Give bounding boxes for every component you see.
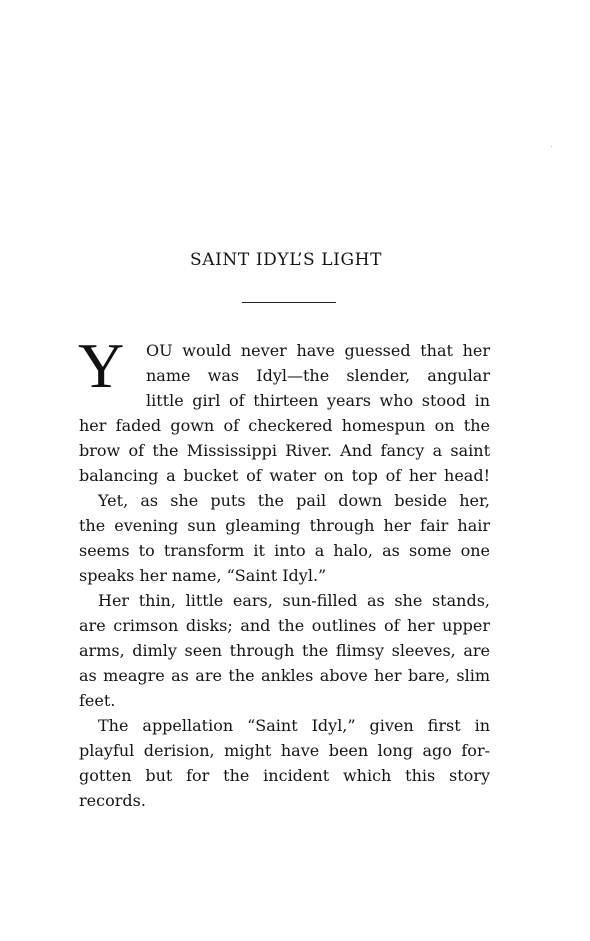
text-line: seems to transform it into a halo, as some one xyxy=(79,541,490,560)
text-line: playful derision, might have been long ago for- xyxy=(79,741,490,760)
title-divider xyxy=(242,302,336,303)
text-line: Her thin, little ears, sun-filled as she stands, xyxy=(98,591,490,610)
chapter-title: SAINT IDYL’S LIGHT xyxy=(189,250,383,270)
text-line: her faded gown of checkered homespun on the xyxy=(79,416,490,435)
text-line: gotten but for the incident which this story xyxy=(79,766,490,785)
text-line: are crimson disks; and the outlines of her upper xyxy=(79,616,490,635)
text-line: OU would never have guessed that her xyxy=(146,341,490,360)
text-line: name was Idyl—the slender, angular xyxy=(146,366,490,385)
text-line: the evening sun gleaming through her fair hair xyxy=(79,516,490,535)
text-line: brow of the Mississippi River. And fancy a saint xyxy=(79,441,490,460)
text-line: feet. xyxy=(79,691,116,710)
text-line: as meagre as are the ankles above her bare, slim xyxy=(79,666,490,685)
text-line: balancing a bucket of water on top of her head! xyxy=(79,466,490,485)
text-line: arms, dimly seen through the flimsy sleeves, are xyxy=(79,641,490,660)
text-line: speaks her name, “Saint Idyl.” xyxy=(79,566,327,585)
text-line: records. xyxy=(79,791,146,810)
page-speck xyxy=(551,146,552,147)
text-line: Yet, as she puts the pail down beside her, xyxy=(98,491,490,510)
drop-cap: Y xyxy=(78,330,125,401)
text-line: The appellation “Saint Idyl,” given first in xyxy=(98,716,490,735)
text-line: little girl of thirteen years who stood in xyxy=(146,391,490,410)
